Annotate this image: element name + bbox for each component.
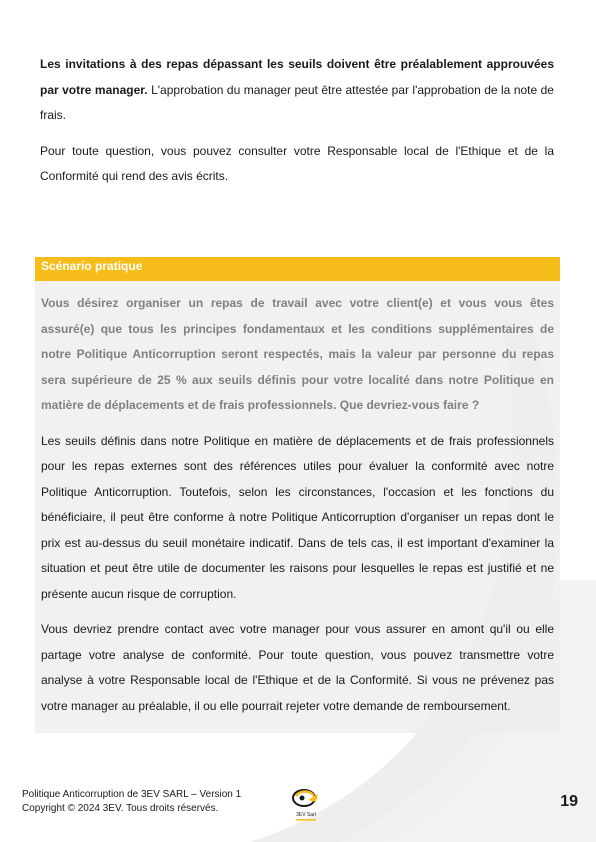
footer-copyright: Copyright © 2024 3EV. Tous droits réservés.	[22, 803, 219, 814]
logo-mark-icon	[288, 784, 324, 824]
approval-paragraph-rest: L'approbation du manager peut être attestée par l'approbation de la note de frais.	[40, 82, 554, 122]
page-number: 19	[560, 793, 578, 810]
scenario-answer-2: Vous devriez prendre contact avec votre manager pour vous assurer en amont qu'il ou elle partage votre analyse de conformité. Pour toute question, vous pouvez transmettre votre analyse à votre Responsable local de l'Ethique et de la Conformité. Si vous ne prévenez pas votre manager au préalable, il ou elle pourrait rejeter votre demande de remboursement.	[41, 622, 554, 713]
contact-paragraph: Pour toute question, vous pouvez consulter votre Responsable local de l'Ethique et de la Conformité qui rend des avis écrits.	[40, 143, 554, 183]
main-content	[40, 52, 554, 200]
scenario-box	[35, 257, 560, 733]
scenario-body	[35, 281, 560, 733]
scenario-answer-1: Les seuils définis dans notre Politique en matière de déplacements et de frais professionnels pour les repas externes sont des références utiles pour évaluer la conformité avec notre Politique Anticorruption. Toutefois, selon les circonstances, l'occasion et les fonctions du bénéficiaire, il peut être conforme à notre Politique Anticorruption d'organiser un repas dont le prix est au-dessus du seuil monétaire indicatif. Dans de tels cas, il est important d'examiner la situation et peut être utile de documenter les raisons pour lesquelles le repas est justifié et ne présente aucun risque de corruption.	[41, 433, 554, 601]
footer-document-title: Politique Anticorruption de 3EV SARL – Version 1	[22, 789, 242, 800]
scenario-title: Scénario pratique	[35, 257, 560, 281]
logo-text: 3EV Sarl	[296, 812, 316, 818]
scenario-question: Vous désirez organiser un repas de travail avec votre client(e) et vous vous êtes assuré(e) que tous les principes fondamentaux et les conditions supplémentaires de notre Politique Anticorruption seront respectés, mais la valeur par personne du repas sera supérieure de 25 % aux seuils définis pour votre localité dans notre Politique en matière de déplacements et de frais professionnels. Que devriez-vous faire ?	[41, 296, 554, 412]
approval-paragraph	[40, 52, 554, 129]
approval-paragraph-bold: Les invitations à des repas dépassant les seuils doivent être préalablement approuvées par votre manager.	[40, 57, 554, 97]
page-footer	[22, 788, 241, 816]
company-logo	[288, 784, 324, 824]
